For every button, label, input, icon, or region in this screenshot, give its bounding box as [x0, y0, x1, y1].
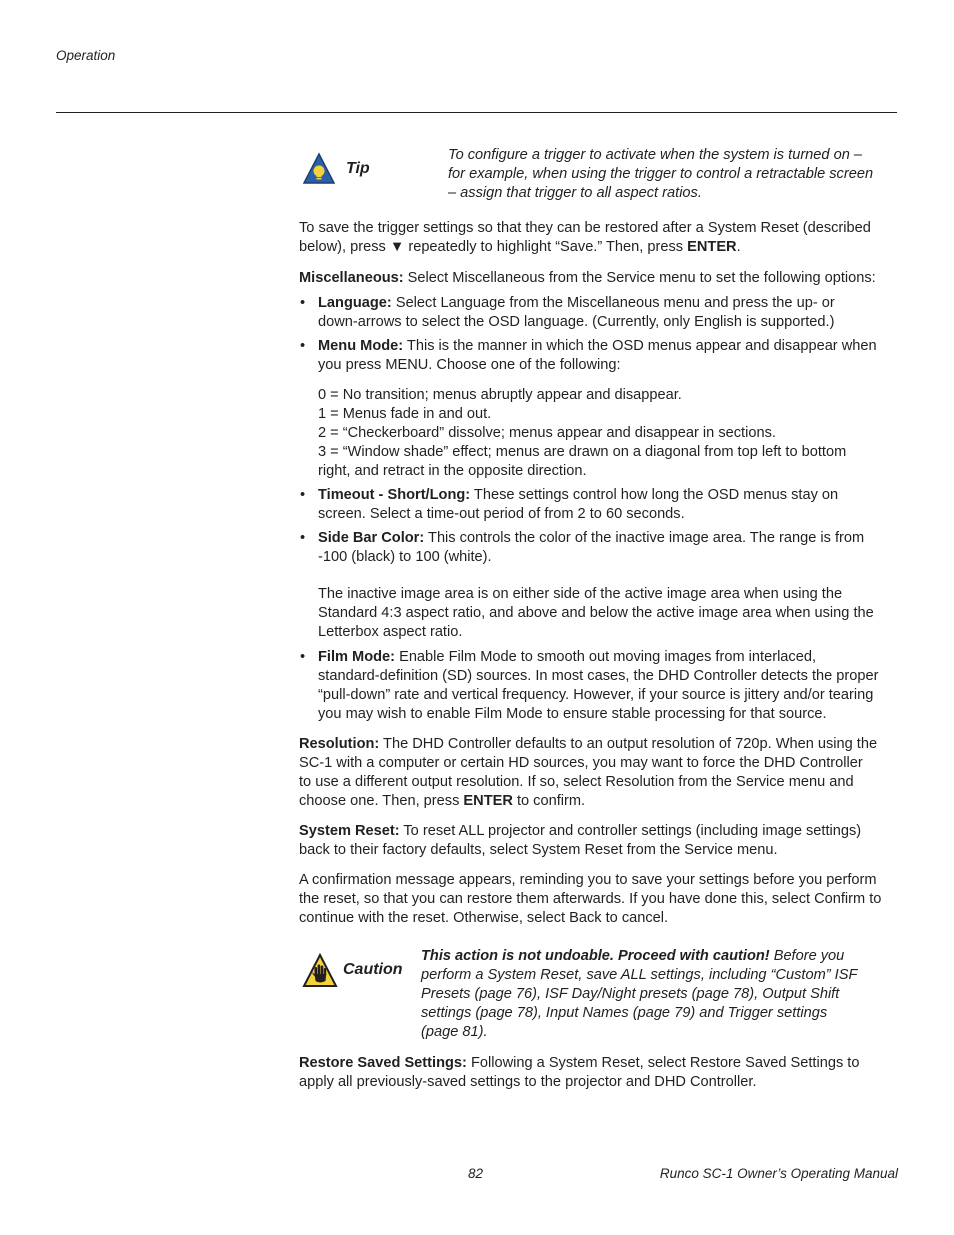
running-header: Operation [56, 48, 116, 63]
restore-paragraph: Restore Saved Settings: Following a System Reset, select Restore Saved Settings to apply all previously-saved settings to the projector and DHD Controller. [299, 1055, 860, 1090]
bullet-dot: • [300, 530, 306, 546]
tip-line: for example, when using the trigger to control a retractable screen [448, 166, 874, 182]
caution-text: This action is not undoable. Proceed with caution! Before you perform a System Reset, save ALL settings, including “Custom” ISF Presets (page 76), ISF Day/Night presets (page 78), Output Shift settings (page 78), Input Names (page 79) and Trigger settings (page 81). [421, 948, 858, 1040]
resolution-paragraph: Resolution: The DHD Controller defaults to an output resolution of 720p. When using the SC-1 with a computer or certain HD sources, you may want to force the DHD Controller to use a different output resolution. If so, select Resolution from the Service menu and choose one. Then, press ENTER to confirm. [299, 736, 878, 809]
misc-paragraph: Miscellaneous: Select Miscellaneous from the Service menu to set the following options: [299, 270, 876, 286]
tip-label: Tip [346, 160, 370, 177]
bullet-dot: • [300, 338, 306, 354]
save-paragraph: To save the trigger settings so that they can be restored after a System Reset (described below), press ▼ repeatedly to highlight “Save.” Then, press ENTER. [299, 220, 871, 255]
tip-line: – assign that trigger to all aspect ratios. [448, 185, 702, 201]
bullet-dot: • [300, 487, 306, 503]
tip-line: To configure a trigger to activate when the system is turned on – [448, 147, 862, 163]
lightbulb-warning-icon [302, 152, 336, 186]
tip-text [448, 146, 898, 203]
side-bar-extra: The inactive image area is on either side of the active image area when using the Standard 4:3 aspect ratio, and above and below the active image area when using the Letterbox aspect ratio. [318, 586, 874, 640]
page-number: 82 [468, 1166, 484, 1181]
caution-label: Caution [343, 961, 403, 978]
confirm-paragraph: A confirmation message appears, reminding you to save your settings before you perform the reset, so that you can restore them afterwards. If you have done this, select Confirm to continue with the reset. Otherwise, select Back to cancel. [299, 872, 882, 926]
hand-warning-icon [302, 953, 338, 989]
bullet-dot: • [300, 649, 306, 665]
menu-mode-options: 0 = No transition; menus abruptly appear and disappear. 1 = Menus fade in and out. 2 = “Checkerboard” dissolve; menus appear and disappear in sections. 3 = “Window shade” effect; menus are drawn on a diagonal from top left to bottom right, and retract in the opposite direction. [318, 387, 847, 479]
bullet-dot: • [300, 295, 306, 311]
system-reset-paragraph: System Reset: To reset ALL projector and controller settings (including image settings) back to their factory defaults, select System Reset from the Service menu. [299, 823, 862, 858]
manual-title: Runco SC-1 Owner’s Operating Manual [659, 1166, 898, 1181]
header-rule [56, 112, 897, 113]
